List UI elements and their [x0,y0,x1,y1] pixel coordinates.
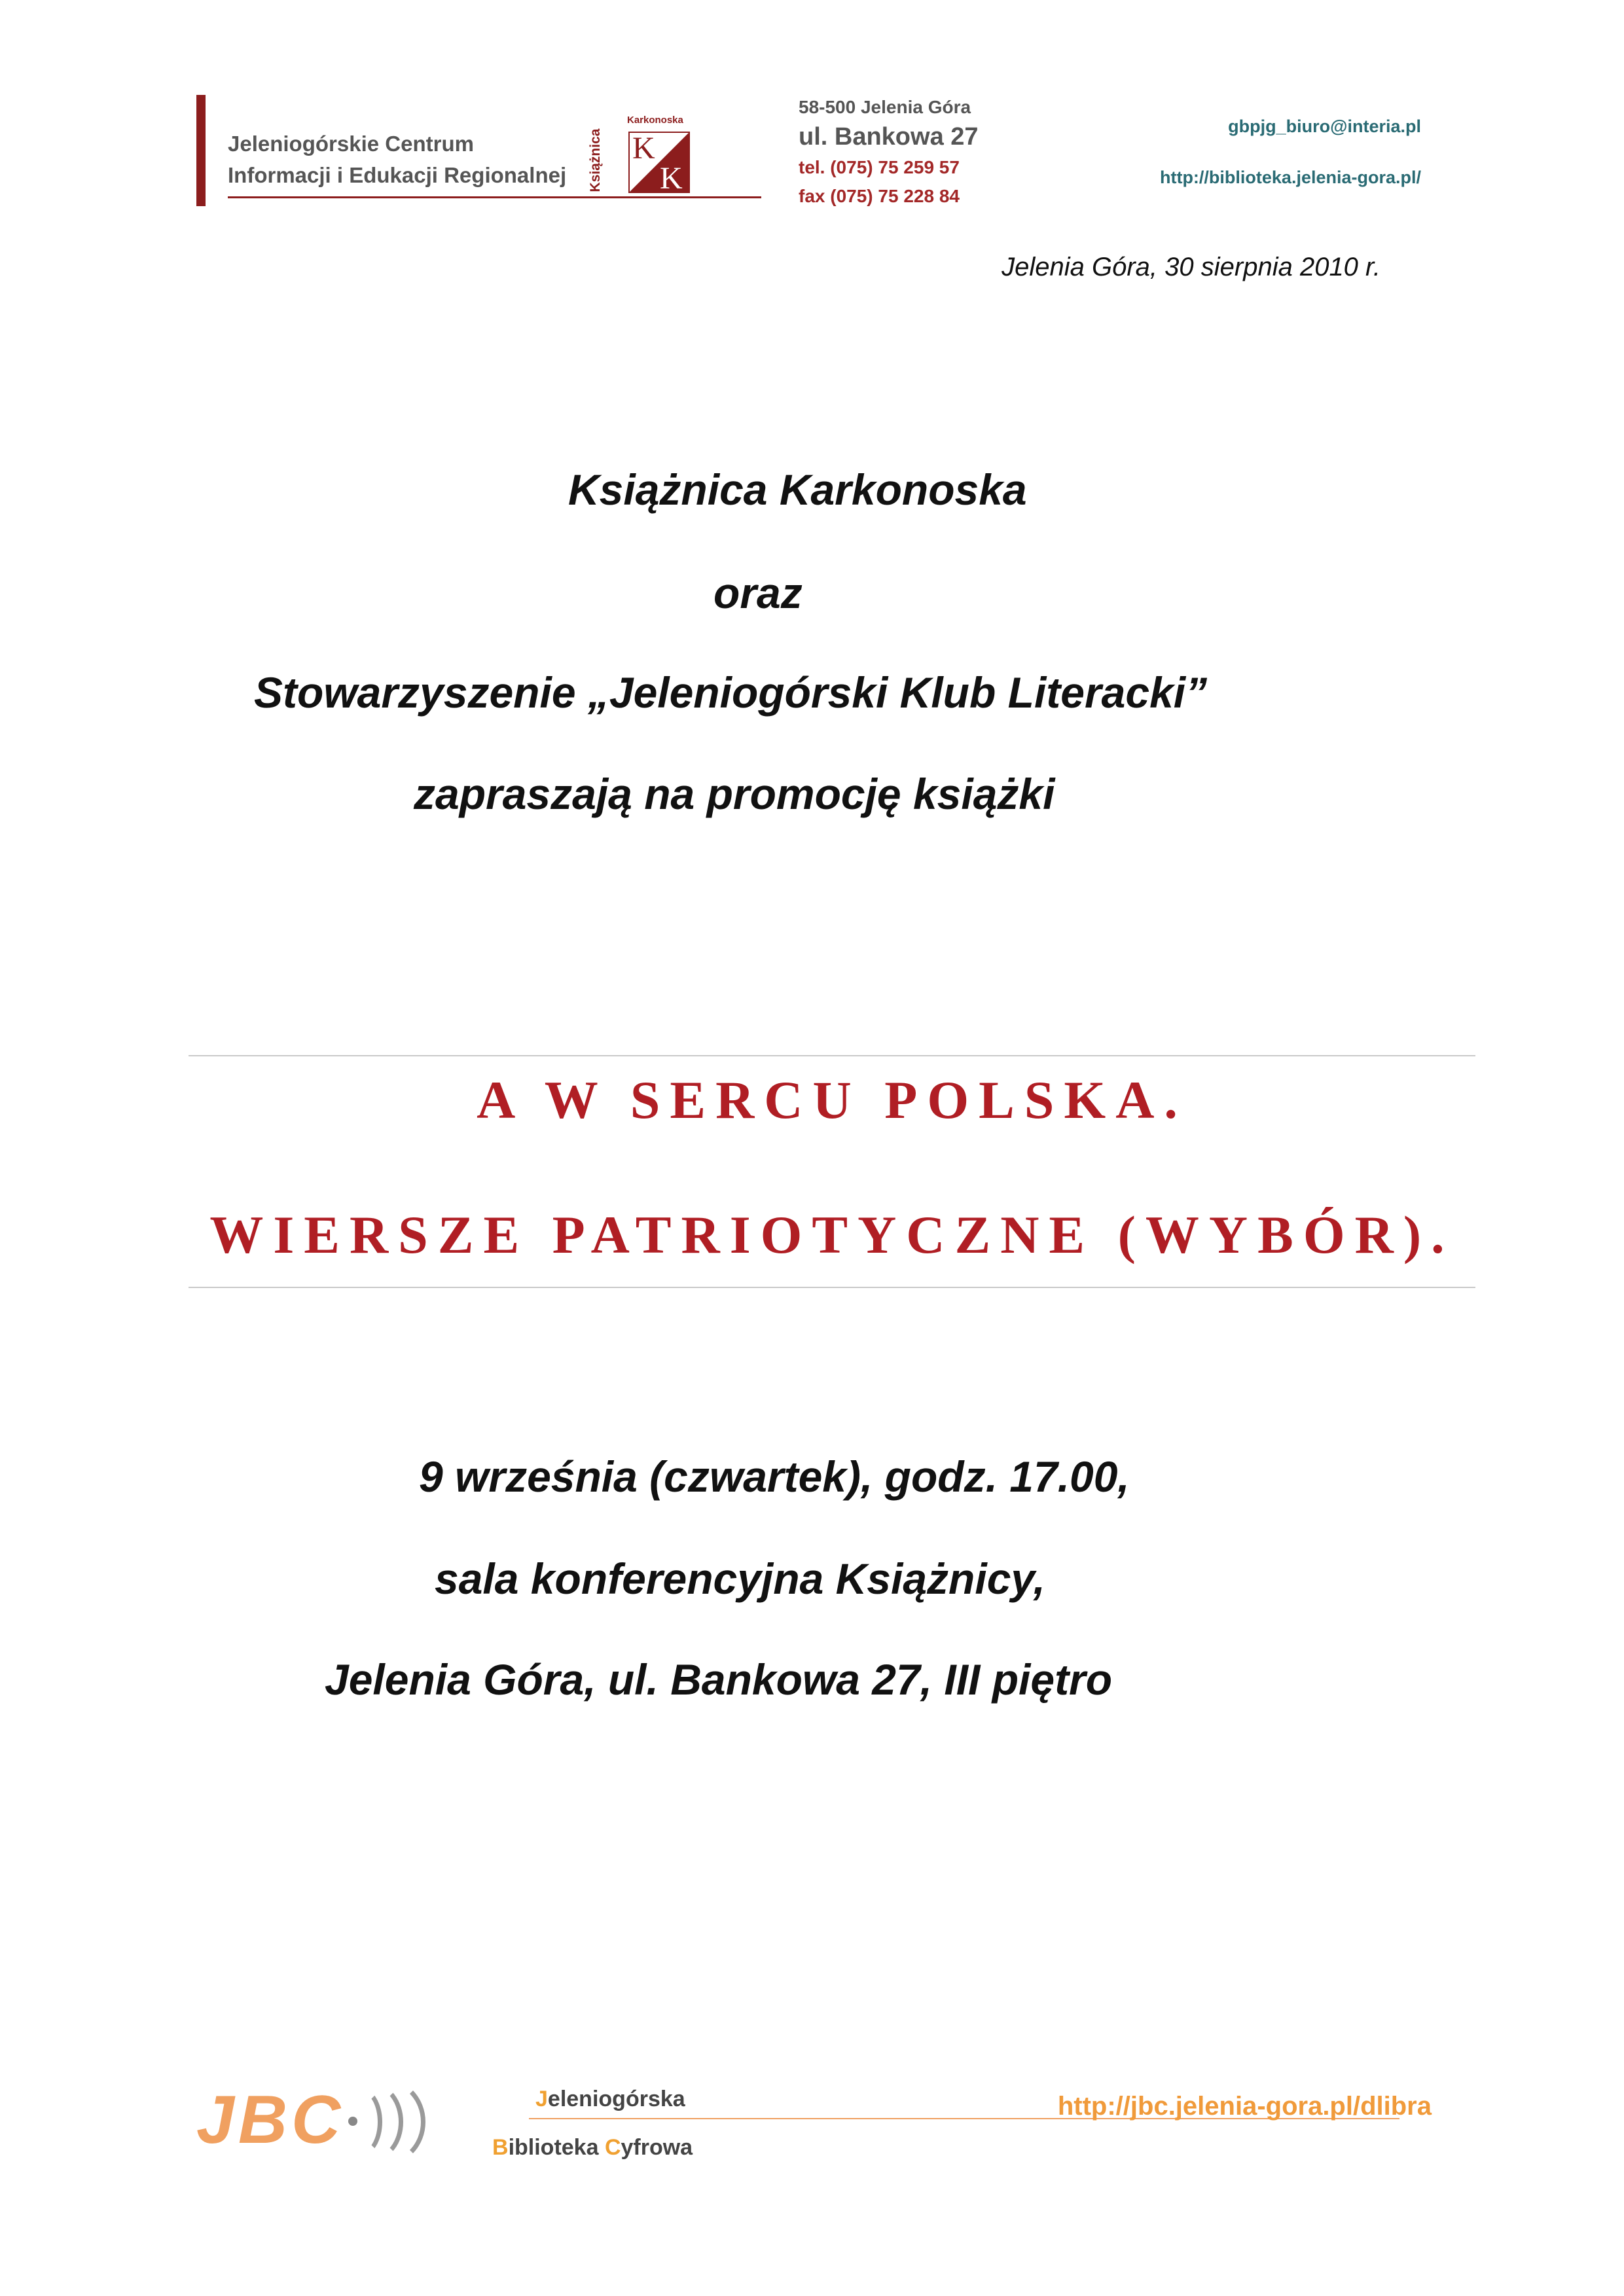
title-bottom-rule [189,1287,1475,1288]
address-city: 58-500 Jelenia Góra [799,97,971,117]
title-top-rule [189,1055,1475,1056]
initial-c: C [604,2135,621,2160]
name-cyfrowa: yfrowa [621,2135,693,2160]
name-biblioteka: iblioteka [508,2135,605,2160]
logo-kk-square [628,132,690,193]
library-name-line1 [535,2087,685,2112]
phone-number: tel. (075) 75 259 57 [799,157,960,177]
ksiaznica-logo [583,115,694,203]
logo-karkonoska-text: Karkonoska [627,115,683,126]
book-title-line-2: WIERSZE PATRIOTYCZNE (WYBÓR). [209,1205,1454,1265]
jbc-logo [196,2081,445,2166]
event-address: Jelenia Góra, ul. Bankowa 27, III piętro [325,1655,1113,1704]
address-street: ul. Bankowa 27 [799,123,979,151]
accent-bar [196,95,206,206]
initial-b: B [492,2135,509,2160]
name-jeleniogorska: eleniogórska [547,2087,685,2111]
logo-ksiaznica-text: Książnica [588,128,603,192]
website-link[interactable]: http://biblioteka.jelenia-gora.pl/ [1159,168,1421,187]
logo-k-upper: K [632,132,655,166]
intro-line-1: Książnica Karkonoska [568,465,1027,514]
organization-name-line2: Informacji i Edukacji Regionalnej [228,163,567,187]
event-date-time: 9 września (czwartek), godz. 17.00, [419,1452,1130,1501]
intro-line-3: Stowarzyszenie „Jeleniogórski Klub Literacki” [254,668,1208,717]
book-title-line-1: A W SERCU POLSKA. [477,1070,1187,1130]
intro-line-4: zapraszają na promocję książki [414,770,1055,818]
email-link[interactable]: gbpjg_biuro@interia.pl [1228,117,1421,136]
organization-name-line1: Jeleniogórskie Centrum [228,132,474,156]
intro-line-2: oraz [713,569,803,617]
library-name-line2 [492,2135,693,2161]
letter-date: Jelenia Góra, 30 sierpnia 2010 r. [1001,253,1380,281]
initial-j: J [535,2087,548,2111]
jbc-url-link[interactable]: http://jbc.jelenia-gora.pl/dlibra [1057,2092,1432,2121]
jbc-logo-text: JBC [196,2082,345,2158]
signal-wave-icon [343,2078,425,2166]
event-room: sala konferencyjna Książnicy, [435,1554,1045,1603]
fax-number: fax (075) 75 228 84 [799,186,960,206]
logo-k-lower: K [660,161,683,193]
